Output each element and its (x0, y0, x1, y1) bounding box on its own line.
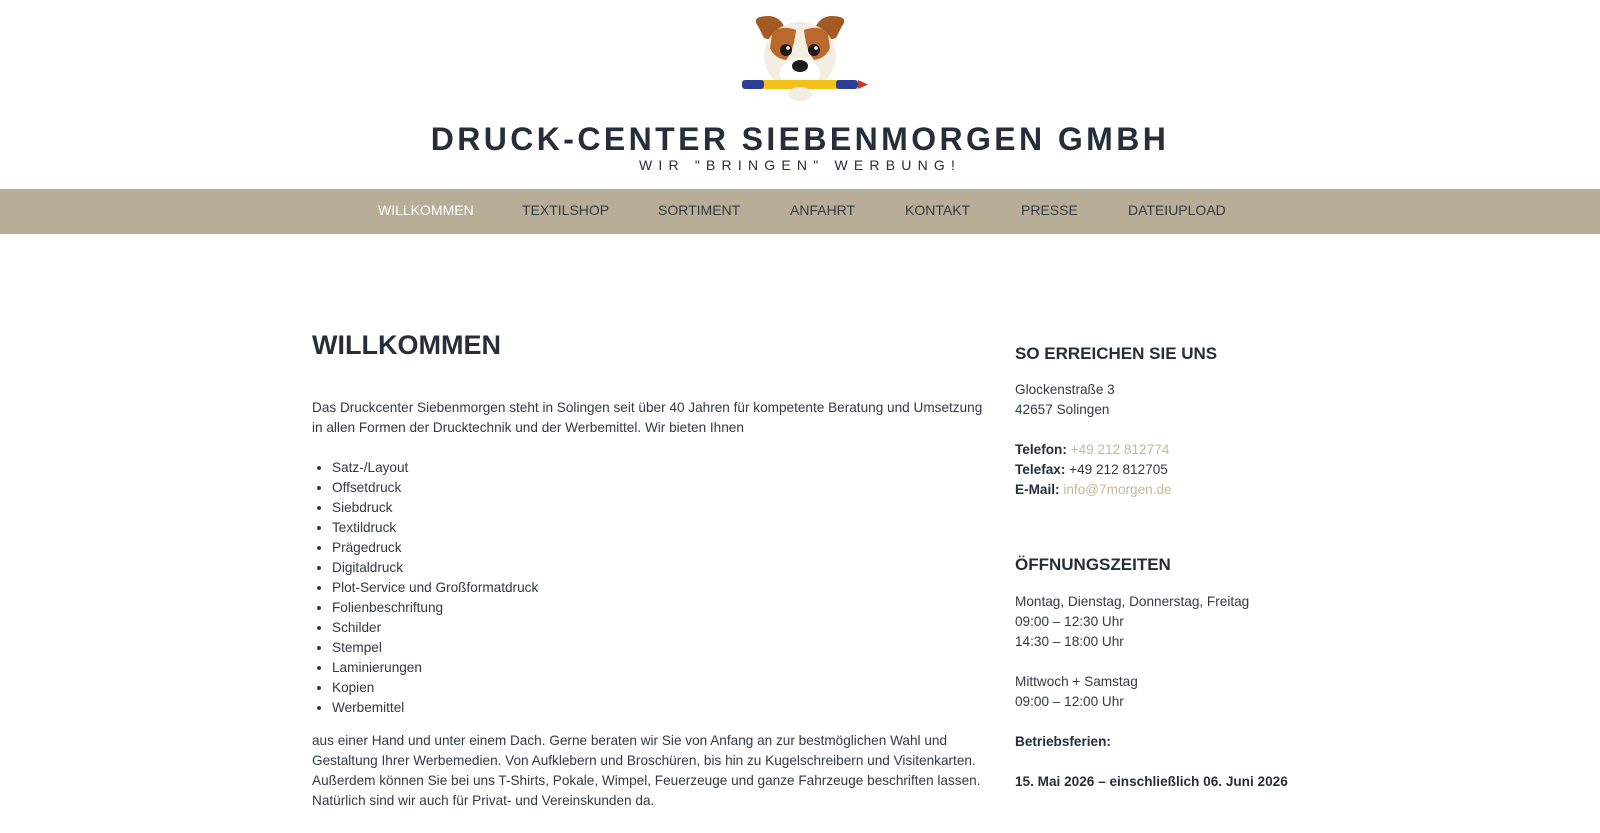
contact-address (1015, 380, 1335, 420)
list-item: • Plot-Service und Großformatdruck (332, 578, 538, 598)
email-label: E-Mail: (1015, 482, 1060, 497)
list-item: • Satz-/Layout (332, 458, 538, 478)
list-item: • Stempel (332, 638, 538, 658)
list-item: • Digitaldruck (332, 558, 538, 578)
page-title: WILLKOMMEN (312, 330, 501, 360)
nav-item-anfahrt[interactable]: ANFAHRT (790, 202, 856, 218)
fax-label: Telefax: (1015, 462, 1066, 477)
list-item: • Prägedruck (332, 538, 538, 558)
nav-item-sortiment[interactable]: SORTIMENT (658, 202, 741, 218)
list-item: • Werbemittel (332, 698, 538, 718)
nav-item-textilshop[interactable]: TEXTILSHOP (522, 202, 610, 218)
nav-item-kontakt[interactable]: KONTAKT (905, 202, 971, 218)
holiday-range: 15. Mai 2026 – einschließlich 06. Juni 2026 (1015, 774, 1288, 789)
hours-time: 09:00 – 12:30 Uhr (1015, 614, 1124, 629)
intro-text (312, 398, 982, 438)
outro-line: Außerdem können Sie bei uns T-Shirts, Pokale, Wimpel, Feuerzeuge und ganze Fahrzeuge beschriften lassen. (312, 773, 981, 788)
main-navigation (0, 189, 1600, 234)
outro-line: Gestaltung Ihrer Werbemedien. Von Aufklebern und Broschüren, bis hin zu Kugelschreibern und Visitenkarten. (312, 753, 976, 768)
services-list (312, 458, 538, 718)
site-tagline: WIR "BRINGEN" WERBUNG! (638, 157, 962, 173)
holiday-label: Betriebsferien: (1015, 734, 1111, 749)
phone-link[interactable]: +49 212 812774 (1070, 442, 1170, 457)
list-item: • Schilder (332, 618, 538, 638)
phone-label: Telefon: (1015, 442, 1067, 457)
opening-hours-heading: ÖFFNUNGSZEITEN (1015, 555, 1171, 574)
opening-hours (1015, 592, 1335, 792)
outro-line: aus einer Hand und unter einem Dach. Gerne beraten wir Sie von Anfang an zur bestmöglichen Wahl und (312, 733, 948, 748)
dog-with-pencil-icon (730, 8, 870, 108)
contact-details (1015, 440, 1335, 500)
fax-number: +49 212 812705 (1069, 462, 1168, 477)
list-item: • Kopien (332, 678, 538, 698)
hours-days: Montag, Dienstag, Donnerstag, Freitag (1015, 594, 1250, 609)
nav-item-willkommen[interactable]: WILLKOMMEN (378, 202, 474, 218)
email-link[interactable]: info@7morgen.de (1063, 482, 1172, 497)
dog-logo[interactable] (730, 8, 870, 108)
list-item: • Folienbeschriftung (332, 598, 538, 618)
list-item: • Offsetdruck (332, 478, 538, 498)
intro-line: Das Druckcenter Siebenmorgen steht in Solingen seit über 40 Jahren für kompetente Beratung und Umsetzung (312, 400, 983, 415)
list-item: • Laminierungen (332, 658, 538, 678)
site-title[interactable]: DRUCK-CENTER SIEBENMORGEN GMBH (430, 121, 1170, 157)
address-city: 42657 Solingen (1015, 402, 1110, 417)
outro-line: Natürlich sind wir auch für Privat- und Vereinskunden da. (312, 793, 655, 808)
list-item: • Siebdruck (332, 498, 538, 518)
contact-heading: SO ERREICHEN SIE UNS (1015, 344, 1218, 363)
outro-text (312, 731, 982, 811)
nav-item-dateiupload[interactable]: DATEIUPLOAD (1128, 202, 1226, 218)
hours-time: 14:30 – 18:00 Uhr (1015, 634, 1124, 649)
intro-line: in allen Formen der Drucktechnik und der Werbemittel. Wir bieten Ihnen (312, 420, 744, 435)
hours-days: Mittwoch + Samstag (1015, 674, 1138, 689)
nav-item-presse[interactable]: PRESSE (1021, 202, 1078, 218)
address-street: Glockenstraße 3 (1015, 382, 1115, 397)
hours-time: 09:00 – 12:00 Uhr (1015, 694, 1124, 709)
list-item: • Textildruck (332, 518, 538, 538)
